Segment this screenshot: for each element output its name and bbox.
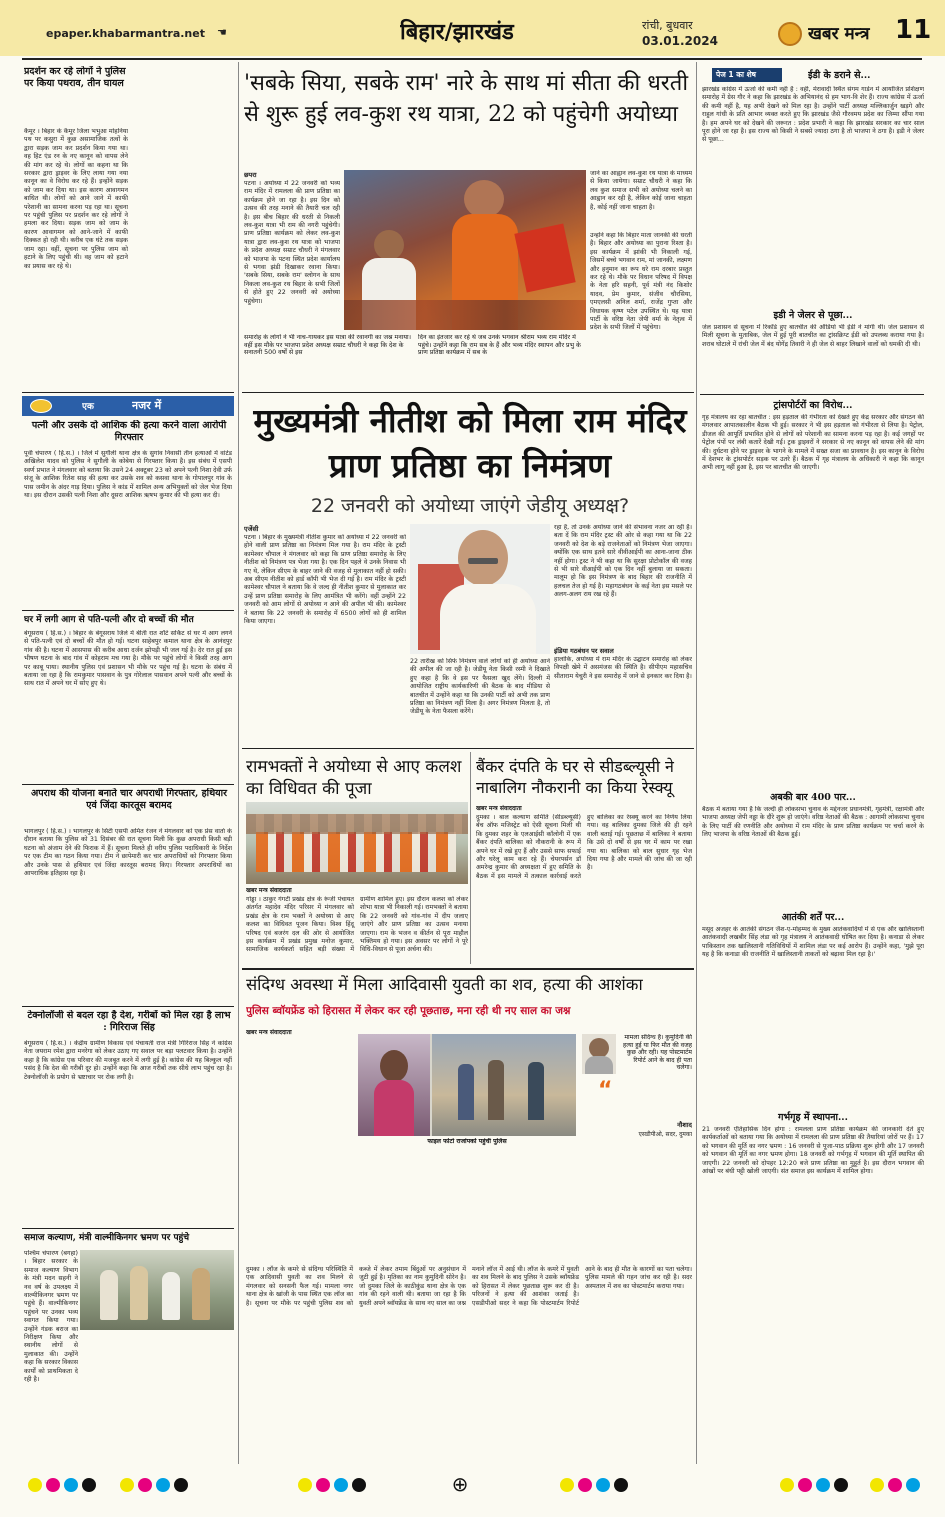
color-registration-strip: [0, 1472, 945, 1512]
top-story-body-a: पटना । अयोध्या में 22 जनवरी को भव्य राम मंदिर में रामलला की प्राण प्रतिष्ठा का कार्यक्रम होने जा रहा है। इस दिन को उत्सव की तरह मनाने की तैयारी चल रही है। इस बीच बिहार की धरती से निकली लव-कुश यात्रा भी राम की नगरी पहुंचेगी। प्राण प्रतिष्ठा कार्यक्रम को लेकर लव-कुश यात्रा द्वारा लव-कुश रथ यात्रा को भाजपा के प्रदेश अध्यक्ष सम्राट चौधरी ने मंगलवार को भाजपा के पटना स्थित प्रदेश कार्यालय से भगवा झंडी दिखाकर रवाना किया। 'सबके सिया, सबके राम' स्लोगन के साथ निकला लव-कुश रथ बिहार के सभी जिलों से होते हुए 22 जनवरी को अयोध्या पहुंचेगा।: [244, 180, 340, 305]
continued-tag: पेज 1 का शेष: [712, 68, 782, 82]
left-story-6-title: समाज कल्याण, मंत्री वाल्मीकिनगर भ्रमण पर पहुंचे: [24, 1233, 190, 1243]
city-day: रांची, बुधवार: [642, 19, 693, 32]
right-story-4-title: अबकी बार 400 पार...: [770, 792, 856, 803]
divider: [242, 968, 694, 970]
masthead-rule: [22, 58, 922, 60]
lead-story-body-c: रहा है, तो उनके अयोध्या जाने की संभावना नजर आ रही है। बता दें कि राम मंदिर ट्रस्ट की ओर से कहा गया था कि 22 जनवरी को देश के बड़े राजनेताओं को निमंत्रण भेजा जाएगा। क्योंकि एक साथ इतने सारे वीवीआईपी का आना-जाना ठीक नहीं होगा। ट्रस्ट ने भी कहा था कि सुरक्षा प्रोटोकॉल की वजह से भी सारे वीआईपी को एक दिन नहीं बुलाया जा सकता। मालूम हो कि इस निमंत्रण के बाद बिहार की राजनीति में हलचल तेज हो गई है। महागठबंधन के कई नेता इस मसले पर अलग-अलग राय रख रहे हैं।: [554, 524, 692, 599]
top-story-body-b: जाने का आह्वान लव-कुश रथ यात्रा के माध्यम से किया जायेगा। सम्राट चौधरी ने कहा कि लव कुश समाज सभी को अयोध्या चलने का आह्वान कर रही है, लेकिन कोई जाना चाहता है, कोई नहीं जाना चाहता है।: [590, 170, 692, 211]
divider: [22, 1006, 234, 1007]
mid-left-body: गोड्डा । ठाकुर गंगटी प्रखंड क्षेत्र के रूंजी पंचायत अंतर्गत महादेव मंदिर परिसर में मंगलवार को प्रखंड क्षेत्र के राम भक्तों ने अयोध्या से आए कलश का विधिवत पूजन किया। विश्व हिंदू परिषद एवं बजरंग दल की ओर से आयोजित इस कार्यक्रम में प्रखंड प्रमुख मनोज कुमार, सामाजिक कार्यकर्ता सहित बड़ी संख्या में ग्रामीण शामिल हुए। इस दौरान कलश को लेकर शोभा यात्रा भी निकाली गई। रामभक्तों ने बताया कि 22 जनवरी को गांव-गांव में दीप जलाए जाएंगे और प्राण प्रतिष्ठा का उत्सव मनाया जाएगा। राम के भजन व कीर्तन से पूरा माहौल भक्तिमय हो गया। इस अवसर पर लोगों ने पूरे विधि-विधान से पूजा अर्चना की।: [246, 896, 468, 954]
left-story-4-title: अपराध की योजना बनाते चार अपराधी गिरफ्तार, हथियार एवं जिंदा कारतूस बरामद: [30, 788, 228, 811]
sdpo-photo: [582, 1034, 616, 1074]
right-story-5-title: आतंकी शर्तें पर...: [781, 912, 845, 923]
brand-name: खबर मन्त्र: [808, 24, 870, 43]
column-rule: [696, 62, 697, 1464]
lead-story-subhead: इंडिया गठबंधन पर सवाल: [554, 647, 614, 655]
nazar-banner: [22, 396, 234, 416]
mid-right-dateline: खबर मन्त्र संवाददाता: [476, 805, 522, 812]
rath-yatra-photo: [344, 170, 586, 330]
divider: [242, 748, 694, 749]
sdpo-role: एसडीपीओ, सदर, दुमका: [638, 1131, 692, 1138]
column-rule: [470, 752, 471, 964]
minister-photo: [80, 1250, 234, 1330]
lead-story-body-c2: हालांकि, अयोध्या में राम मंदिर के उद्घाटन समारोह को लेकर विपक्षी खेमे में असमंजस की स्थिति है। सीपीएम महासचिव सीताराम येचुरी ने इस समारोह में जाने से इनकार कर दिया है।: [554, 656, 692, 680]
mid-right-body: दुमका । बाल कल्याण समिति (सीडब्ल्यूसी) बेंच ऑफ मजिस्ट्रेट को ऐसी सूचना मिली थी कि दुमका शहर के एलआईसी कॉलोनी में एक बैंकर दंपति बालिका को नौकरानी के रूप में अपने घर में रखे हुए हैं और उससे साफ सफाई और घरेलू काम करा रहे हैं। चेयरपर्सन डॉ अमरेन्द्र कुमार की अध्यक्षता में हुए समिति के बैठक में इस मामले में तत्काल कार्रवाई करते हुए बालिका का रेस्क्यू करने का निर्णय लिया गया। वह बालिका दुमका जिले की ही रहने वाली बताई गई। पूछताछ में बालिका ने बताया कि उसे दो वर्षों से इस घर में काम पर रखा गया था। बालिका को बाल सुधार गृह भेज दिया गया है और मामले की जांच की जा रही है।: [476, 814, 692, 880]
quote-mark-icon: “: [598, 1078, 613, 1098]
lead-story-body-a: पटना । बिहार के मुख्यमंत्री नीतीश कुमार को अयोध्या में 22 जनवरी को होने वाली प्राण प्रतिष्ठा का निमंत्रण मिल गया है। राम मंदिर के ट्रस्टी कामेश्वर चौपाल ने मंगलवार को कहा कि प्राण प्रतिष्ठा समारोह के लिए नीतीश को निमंत्रण पत्र भेजा गया है। एक दिन पहले वे उनके निवास भी गए थे, लेकिन सीएम के बाहर जाने की वजह से मुलाकात नहीं हो सकी। अब सीएम नीतीश को हार्ड कॉपी भी भेज दी गई है। राम मंदिर के ट्रस्टी कामेश्वर चौपाल ने बताया कि वे जल्द ही नीतीश कुमार से मुलाकात कर उन्हें प्राण प्रतिष्ठा समारोह के लिए आमंत्रित भी करेंगे। वहीं उन्होंने 22 जनवरी को आम लोगों से अयोध्या न आने की अपील भी की। कामेश्वर ने बताया कि 22 जनवरी के समारोह में 6500 लोगों को ही शामिल किया जाएगा।: [244, 534, 406, 626]
divider: [22, 784, 234, 785]
divider: [22, 1228, 234, 1229]
mid-right-title: बैंकर दंपति के घर से सीडब्ल्यूसी ने नाबालिग नौकरानी का किया रेस्क्यू: [476, 757, 674, 797]
bottom-story-subtitle: पुलिस ब्वॉयफ्रेंड को हिरासत में लेकर कर रही पूछताछ, मना रही थी नए साल का जश्न: [246, 1005, 571, 1017]
nazar-label: नजर में: [132, 399, 162, 412]
right-story-1-title: ईडी के डराने से...: [808, 70, 871, 81]
mid-left-title: रामभक्तों ने अयोध्या से आए कलश का विधिवत की पूजा: [246, 757, 462, 799]
left-story-5-title: टेक्नोलॉजी से बदल रहा है देश, गरीबों को मिल रहा है लाभ : गिरिराज सिंह: [27, 1010, 231, 1033]
top-story-dateline: छपरा: [244, 171, 257, 179]
page-number: 11: [895, 15, 932, 45]
right-story-2-body: जेल प्रशासन से सूचना में रिकॉर्ड हुए बातचीत की ऑडियो भी ईडी ने मांगी थी। जेल प्रशासन से मिली सूचना के मुताबिक, जेल में हुई पूरी बातचीत का ट्रांसक्रिप्ट ईडी को उपलब्ध कराया गया है। शराब घोटाले में रांची जेल में बंद योगेंद्र तिवारी ने ही जेल से बाहर लिखाने वालों को धमकी दी थी।: [702, 324, 924, 348]
divider: [22, 610, 234, 611]
bottom-story-title: संदिग्ध अवस्था में मिला आदिवासी युवती का शव, हत्या की आशंका: [246, 975, 643, 994]
divider: [242, 392, 694, 393]
divider: [22, 392, 234, 393]
left-story-6-body: पश्चिम चंपारण (बगहा) । बिहार सरकार के समाज कल्याण विभाग के मंत्री मदन सहनी ने नव वर्ष के उपलक्ष्य में वाल्मीकिनगर भ्रमण पर पहुंचे हैं। वाल्मीकिनगर पहुंचने पर उनका भव्य स्वागत किया गया। उन्होंने गंडक बराज का निरीक्षण किया और स्थानीय लोगों से मुलाकात की। उन्होंने कहा कि सरकार विकास कार्यों को प्राथमिकता दे रही है।: [24, 1250, 78, 1384]
right-story-4-body: बैठक में बताया गया है कि जल्दी ही लोकसभा चुनाव के मद्देनजर प्रधानमंत्री, गृहमंत्री, रक्षामंत्री और भाजपा अध्यक्ष जेपी नड्डा के दौरे शुरू हो जाएंगे। वरिष्ठ नेताओं की बैठक : आगामी लोकसभा चुनाव के लिए पार्टी की रणनीति और अयोध्या में राम मंदिर के प्राण प्रतिष्ठा कार्यक्रम पर चर्चा करने के लिए भाजपा के वरिष्ठ नेताओं की बैठक हुई।: [702, 806, 924, 839]
right-story-3-title: ट्रांसपोर्टरों का विरोध...: [773, 400, 853, 411]
right-story-6-title: गर्भगृह में स्थापना...: [778, 1112, 848, 1123]
sdpo-quote: मामला संदिग्ध है। कुमुदिनी की हत्या हुई या फिर मौत की वजह कुछ और रही। यह पोस्टमार्टम रिपोर्ट आने के बाद ही पता चलेगा।: [623, 1034, 692, 1072]
lead-story-body-b: 22 तारीख को सिर्फ निमंत्रण वाले लोगों को ही अयोध्या आने की अपील की जा रही है। जेडीयू नेता किसी रस्मी ने दिखाते हुए कहा है कि वे इस पर फैसला खुद लेंगे। दिल्ली में आयोजित राष्ट्रीय कार्यकारिणी की बैठक के बाद मीडिया से बातचीत में उन्होंने कहा था कि उनकी पार्टी को अभी तक प्राण प्रतिष्ठा का निमंत्रण नहीं मिला है। अगर निमंत्रण मिलता है, तो जेडीयू के नेता फैसला करेंगे।: [410, 658, 550, 716]
site-url[interactable]: epaper.khabarmantra.net: [46, 27, 205, 40]
mid-left-dateline: खबर मन्त्र संवाददाता: [246, 887, 292, 894]
divider: [700, 394, 924, 395]
cursor-icon: ☚: [217, 26, 227, 39]
lead-story-title: मुख्यमंत्री नीतीश को मिला राम मंदिर प्राण प्रतिष्ठा का निमंत्रण: [253, 401, 687, 485]
sdpo-name: नौशाद: [677, 1121, 692, 1129]
column-rule: [238, 62, 239, 1464]
lead-story-subtitle: 22 जनवरी को अयोध्या जाएंगे जेडीयू अध्यक्ष?: [310, 495, 630, 517]
brand-logo-icon: [778, 22, 802, 46]
right-story-5-body: मसूद अजहर के आतंकी संगठन जैश-ए-मोहम्मद के मुख्य आतंकवादियों में से एक और खालिस्तानी आतंकवादी लखबीर सिंह लंडा को गृह मंत्रालय ने आतंकवादी घोषित कर दिया है। कनाडा से लेकर पाकिस्तान तक खालिस्तानी गतिविधियों में शामिल लंडा पर कई आरोप हैं। उन्होंने कहा, 'मुझे पूरा यह है कि कनाडा की राजनीति में खालिस्तानी ताकतों को बढ़ावा मिल रहा है।': [702, 926, 924, 959]
nazar-tag: एक: [82, 402, 94, 412]
right-story-6-body: 21 जनवरी ऐतिहासिक दिन होगा : रामलला प्राण प्रतिष्ठा कार्यक्रम की जानकारी देते हुए कार्यकर्ताओं को बताया गया कि अयोध्या में रामलला की प्राण प्रतिष्ठा की तैयारियां जोरों पर हैं। 17 को भगवान की मूर्ति का नगर भ्रमण : 16 जनवरी से पूजा-पाठ प्रक्रिया शुरू होगी और 17 जनवरी को भगवान की मूर्ति का नगर भ्रमण होगा। 18 जनवरी को गर्भगृह में भगवान की मूर्ति स्थापित की जाएगी। 22 जनवरी को दोपहर 12:20 बजे प्राण प्रतिष्ठा का मुहूर्त है। इस दौरान भगवान की आंखों पर बंधी पट्टी खोली जाएगी। संत समाज इस कार्यक्रम में शामिल होगा।: [702, 1126, 924, 1176]
top-story-body-b2: उन्होंने कहा कि बिहार माता जानकी की धरती है। बिहार और अयोध्या का पुराना रिश्ता है। इस कार्यक्रम में झांकी भी निकाली गई, जिसमें बच्चे भगवान राम, मां जानकी, लक्ष्मण और हनुमान का रूप धरे राम दरबार प्रस्तुत कर रहे थे। मौके पर विधान परिषद में विपक्ष के नेता हरि सहनी, पूर्व मंत्री नंद किशोर यादव, प्रेम कुमार, संजीव चौरसिया, एमएलसी अनिल शर्मा, राजेंद्र गुप्ता और विधायक कृष्ण पटेल उपस्थित थे। यह यात्रा पार्टी के वरिष्ठ नेता जेपी वर्मा के नेतृत्व में प्रदेश के सभी जिलों में पहुंचेगा।: [590, 232, 692, 332]
left-story-3-body: बेगूसराय ( हि.स.) । बिहार के बेगूसराय जिले में बीती रात शॉर्ट सर्किट से घर में आग लगने से पति-पत्नी एवं दो बच्चों की मौत हो गई। घटना साहेबपुर कमाल थाना क्षेत्र के आनंदपुर गांव की है। घटना में आसपास की करीब आधा दर्जन झोपड़ी भी जल गई है। देर रात हुई इस भीषण घटना के बाद गांव में कोहराम मच गया है। मौके पर पहुंचे लोगों ने किसी तरह आग पर काबू पाया। स्थानीय पुलिस एवं प्रशासन भी मौके पर पहुंच गई है। घटना के संबंध में बताया जा रहा है कि रामकुमार पासवान के पुत्र गोरेलाल पासवान अपने पत्नी और बच्चों के साथ रात में अपने घर में सोए हुए थे।: [24, 630, 232, 688]
left-story-5-body: बेगूसराय ( हि.स.) । केंद्रीय ग्रामीण विकास एवं पंचायती राज मंत्री गिरिराज सिंह ने कांग्रेस नेता जयराम रमेश द्वारा मनरेगा को लेकर उठाए गए सवाल पर बड़ा पलटवार किया है। उन्होंने कहा है कि कांग्रेस एक परिवार की मजबूत करने में लगी हुई है। कांग्रेस की यह बिल्कुल नहीं पसंद है कि देश की गरीबी दूर हो। उन्होंने कहा कि आज गरीबों तक सीधे लाभ पहुंच रहा है। टेक्नोलॉजी के प्रयोग से भ्रष्टाचार पर रोक लगी है।: [24, 1040, 232, 1081]
bottom-story-dateline: खबर मन्त्र संवाददाता: [246, 1029, 292, 1036]
left-story-1-title: प्रदर्शन कर रहे लोगों ने पुलिस पर किया पथराव, तीन घायल: [24, 66, 126, 89]
left-story-2-title: पत्नी और उसके दो आशिक की हत्या करने वाला आरोपी गिरफ्तार: [31, 420, 227, 443]
left-story-2-body: पूर्वी चंपारण ( हि.स.) । जिले में सुगौली थाना क्षेत्र के सुगांव निवासी तीन हत्याओं में वांटेड अखिलेश यादव को पुलिस ने सुगौली के कोबेया से गिरफ्तार किया है। इस संबंध में एसपी स्वर्ण प्रभात ने मंगलवार को बताया कि उसने 24 अक्टूबर 23 को अपने पत्नी निशा देवी उर्फ संजू के आशिक रितेश साह की हत्या कर उसके शव को कसवा थाना के गोपालपुर गांव के पास जमीन के अंदर गाड़ दिया। पुलिस ने कांड में शामिल अन्य अभियुक्तों को जेल भेज दिया था। इस दौरान उसकी पत्नी निशा और दूसरा आशिक ऋषभ कुमार की भी हत्या कर दी।: [24, 450, 232, 500]
crosshair-icon: ⊕: [451, 1472, 469, 1496]
left-story-3-title: घर में लगी आग से पति-पत्नी और दो बच्चों की मौत: [24, 615, 194, 625]
left-story-1-body: कैमूर । बिहार के कैमूर जिला भभुआ मोहनिया पथ पर कसुरा में कुछ असामाजिक तत्वों के द्वारा सड़क जाम कर प्रदर्शन किया गया था। वह हिट एंड रन के नए कानून को वापस लेने की मांग कर रहे थे। लोगों का कहना था कि सरकार द्वारा ड्राइवर के लिए लाया गया नया कानून का वे विरोध कर रहे हैं। इन्होंने सड़क को जाम कर दिया था। इस कारण आवागमन बाधित थी। लोगों को आने जाने में काफी परेशानी का सामना करना पड़ रहा था। सूचना पर पहुंची पुलिस पर प्रदर्शन कर रहे लोगों ने हमला कर दिया। सड़क जाम को जाम के कारण आवागमन को आने-जाने में काफी दिक्कत हो रही थी। करीब एक घंटे तक सड़क जाम रहा। वहीं, सूचना पर पुलिस जाम को हटाने के लिए पहुंची थी। वह जाम को हटाने का प्रयास कर रहे थे।: [24, 128, 128, 270]
left-story-4-body: भागलपुर ( हि.स.) । भागलपुर के सिटी एसपी अमित रंजन ने मंगलवार को एक प्रेस वार्ता के दौरान बताया कि पुलिस को 31 दिसंबर की रात सूचना मिली कि कुछ अपराधी किसी बड़ी घटना को अंजाम देने की फिराक में हैं। सूचना मिलते ही वरीय पुलिस पदाधिकारी के निर्देश पर एक टीम का गठन किया गया। टीम ने छापेमारी कर चार अपराधियों को गिरफ्तार किया और उनके पास से हथियार एवं जिंदा कारतूस बरामद किए। गिरफ्तार अपराधियों का आपराधिक इतिहास रहा है।: [24, 828, 232, 878]
lead-story-dateline: एजेंसी: [244, 525, 259, 533]
bottom-story-body: दुमका । लॉज के कमरे से संदिग्ध परिस्थिति में एक आदिवासी युवती का शव मिलने से मंगलवार को सनसनी फैल गई। मामला नगर थाना क्षेत्र के खांजी के पास स्थित एक लॉज का है। सूचना पर मौके पर पहुंची पुलिस शव को कब्जे में लेकर तमाम बिंदुओं पर अनुसंधान में जुटी हुई है। मृतिका का नाम कुमुदिनी सोरेन है। जो दुमका जिले के काठीकुंड थाना क्षेत्र के एक गांव की रहने वाली थी। बताया जा रहा है कि युवती अपने ब्वॉयफ्रेंड के साथ नए साल का जश्न मनाने लॉज में आई थी। लॉज के कमरे में युवती का शव मिलने के बाद पुलिस ने उसके ब्वॉयफ्रेंड को हिरासत में लेकर पूछताछ शुरू कर दी है। परिजनों ने हत्या की आशंका जताई है। एसडीपीओ सदर ने कहा कि पोस्टमार्टम रिपोर्ट आने के बाद ही मौत के कारणों का पता चलेगा। पुलिस मामले की गहन जांच कर रही है। सदर अस्पताल में शव का पोस्टमार्टम कराया गया।: [246, 1266, 692, 1307]
globe-icon: [30, 399, 52, 413]
victim-photos: [358, 1034, 576, 1136]
nitish-kumar-photo: [410, 524, 550, 654]
kalash-puja-photo: [246, 802, 468, 884]
issue-date: 03.01.2024: [642, 34, 718, 48]
right-story-1-body: झारखंड कांग्रेस में ऊर्जा की कमी नहीं है : वहीं, मेरावादी स्थित संगम गार्डन में आयोजित प्रशिक्षण समारोह में ग्रेस गौर ने कहा कि झारखंड के अभियानंद से हम भाग-वि शेर हैं। राज्य कांग्रेस में ऊर्जा की कमी नहीं है, यह अभी देखने को मिल रहा है। उन्होंने पार्टी अध्यक्ष मल्लिकार्जुन खड़गे और राहुल गांधी के प्रति आभार व्यक्त करते हुए कि झारखंड जैसे गौरवमय प्रदेश का जिम्मा सौंपा गया है। हम अपने घर को देखने की जरूरत : प्रदेश प्रभारी ने कहा कि झारखंड सरकार का चार साल पूरा होने जा रहा है। इस राज्य को किसी ने सबसे ज्यादा ठगा है तो भाजपा ने ठगा है। इडी ने जेलर से पूछा...: [702, 86, 924, 144]
top-story-title: 'सबके सिया, सबके राम' नारे के साथ मां सीता की धरती से शुरू हुई लव-कुश रथ यात्रा, 22 को पहुंचेगी अयोध्या: [244, 71, 689, 127]
bottom-photo-caption: फाइल फोटो राजांपको पहुंची पुलिस: [427, 1138, 507, 1145]
photo-caption-1: समारोह के लोगों ने भी नाच-गायकर इस यात्रा की रवानगी का जश्न मनाया। वहीं इस मौके पर भाजपा प्रदेश अध्यक्ष सम्राट चौधरी ने कहा कि देश के सनातनी 500 वर्षों से इस: [244, 334, 412, 357]
right-story-2-title: इडी ने जेलर से पूछा...: [773, 310, 853, 321]
section-title: बिहार/झारखंड: [400, 19, 514, 45]
right-story-3-body: गृह मंत्रालय का रहा बातचीत : इस हड़ताल की गंभीरता को देखते हुए केंद्र सरकार और संगठन की मंगलवार आपातकालीन बैठक भी हुई। सरकार ने भी इस हड़ताल को गंभीरता से लिया है। पेट्रोल, डीजल की आपूर्ति प्रभावित होने से लोगों को परेशानी का सामना करना पड़ रहा है। कई जगहों पर पेट्रोल पंपों पर लंबी कतारें देखी गईं। ट्रक ड्राइवरों ने सरकार से नए कानून को वापस लेने की मांग की। दुर्घटना होने पर ड्राइवर के भागने के मामले में सख्त सजा का प्रावधान है। इस कानून के विरोध में देशभर के ट्रांसपोर्टर सड़क पर उतरे हैं। बैठक में गृह मंत्रालय के अधिकारी ने कहा कि कानून अभी लागू नहीं हुआ है, इस पर बातचीत की जाएगी।: [702, 414, 924, 472]
photo-caption-2: दिन का इंतजार कर रहे थे जब उनके भगवान श्रीराम भव्य राम मंदिर में पहुंचे। उन्होंने कहा कि राम सब के हैं और भव्य मंदिर स्थापन और प्रभु के प्राण प्रतिष्ठा कार्यक्रम में सब के: [418, 334, 581, 357]
